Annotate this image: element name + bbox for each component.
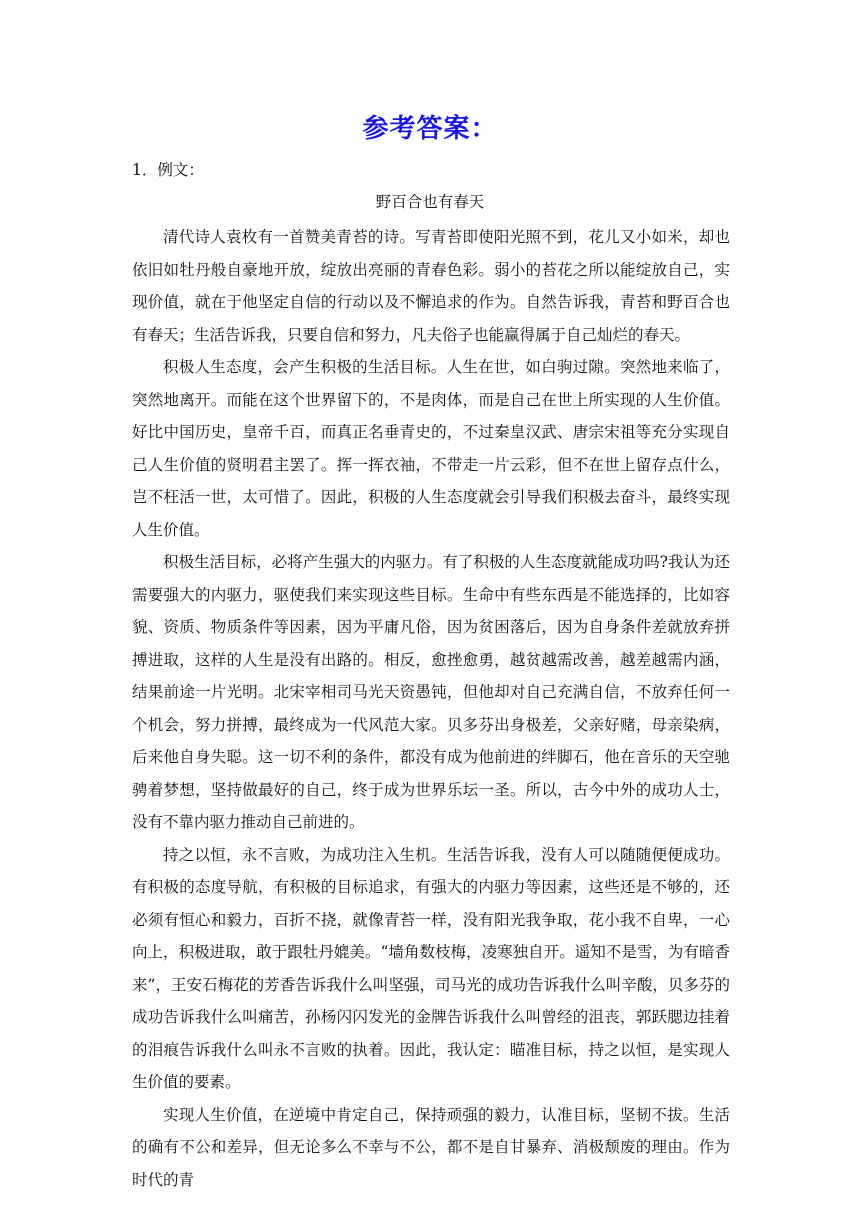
- essay-paragraph-1: 清代诗人袁枚有一首赞美青苔的诗。写青苔即使阳光照不到，花儿又小如米，却也依旧如牡丹般自豪地开放，绽放出亮丽的青春色彩。弱小的苔花之所以能绽放自己，实现价值，就在于他坚定自信的行动以及不懈追求的作为。自然告诉我，青苔和野百合也有春天；生活告诉我，只要自信和努力，凡夫俗子也能赢得属于自己灿烂的春天。: [132, 228, 730, 344]
- essay-paragraph-4: 持之以恒，永不言败，为成功注入生机。生活告诉我，没有人可以随随便便成功。有积极的态度导航，有积极的目标追求，有强大的内驱力等因素，这些还是不够的，还必须有恒心和毅力，百折不挠，就像青苔一样，没有阳光我争取，花小我不自卑，一心向上，积极进取，敢于跟牡丹媲美。“墙角数枝梅，凌寒独自开。遥知不是雪，为有暗香来”，王安石梅花的芳香告诉我什么叫坚强，司马光的成功告诉我什么叫辛酸，贝多芬的成功告诉我什么叫痛苦，孙杨闪闪发光的金牌告诉我什么叫曾经的沮丧，郭跃腮边挂着的泪痕告诉我什么叫永不言败的执着。因此，我认定：瞄准目标，持之以恒，是实现人生价值的要素。: [132, 845, 730, 1091]
- essay-title: 野百合也有春天: [375, 193, 485, 211]
- essay-paragraph-3: 积极生活目标，必将产生强大的内驱力。有了积极的人生态度就能成功吗?我认为还需要强大的内驱力，驱使我们来实现这些目标。生命中有些东西是不能选择的，比如容貌、资质、物质条件等因素，因为平庸凡俗，因为贫困落后，因为自身条件差就放弃拼搏进取，这样的人生是没有出路的。相反，愈挫愈勇，越贫越需改善，越差越需内涵，结果前途一片光明。北宋宰相司马光天资愚钝，但他却对自己充满自信，不放弃任何一个机会，努力拼搏，最终成为一代风范大家。贝多芬出身极差，父亲好赌，母亲染病，后来他自身失聪。这一切不利的条件，都没有成为他前进的绊脚石，他在音乐的天空驰骋着梦想，坚持做最好的自己，终于成为世界乐坛一圣。所以，古今中外的成功人士，没有不靠内驱力推动自己前进的。: [132, 553, 730, 831]
- question-number-label: 1．例文：: [132, 161, 204, 179]
- essay-paragraph-5: 实现人生价值，在逆境中肯定自己，保持顽强的毅力，认准目标，坚韧不拔。生活的确有不公和差异，但无论多么不幸与不公，都不是自甘暴弃、消极颓废的理由。作为时代的青: [132, 1105, 730, 1189]
- essay-paragraph-2: 积极人生态度，会产生积极的生活目标。人生在世，如白驹过隙。突然地来临了，突然地离开。而能在这个世界留下的，不是肉体，而是自己在世上所实现的人生价值。好比中国历史，皇帝千百，而真正名垂青史的，不过秦皇汉武、唐宗宋祖等充分实现自己人生价值的贤明君主罢了。挥一挥衣袖，不带走一片云彩，但不在世上留存点什么，岂不枉活一世，太可惜了。因此，积极的人生态度就会引导我们积极去奋斗，最终实现人生价值。: [132, 358, 730, 539]
- essay-body: [132, 221, 730, 1196]
- page-title: 参考答案：: [362, 114, 498, 144]
